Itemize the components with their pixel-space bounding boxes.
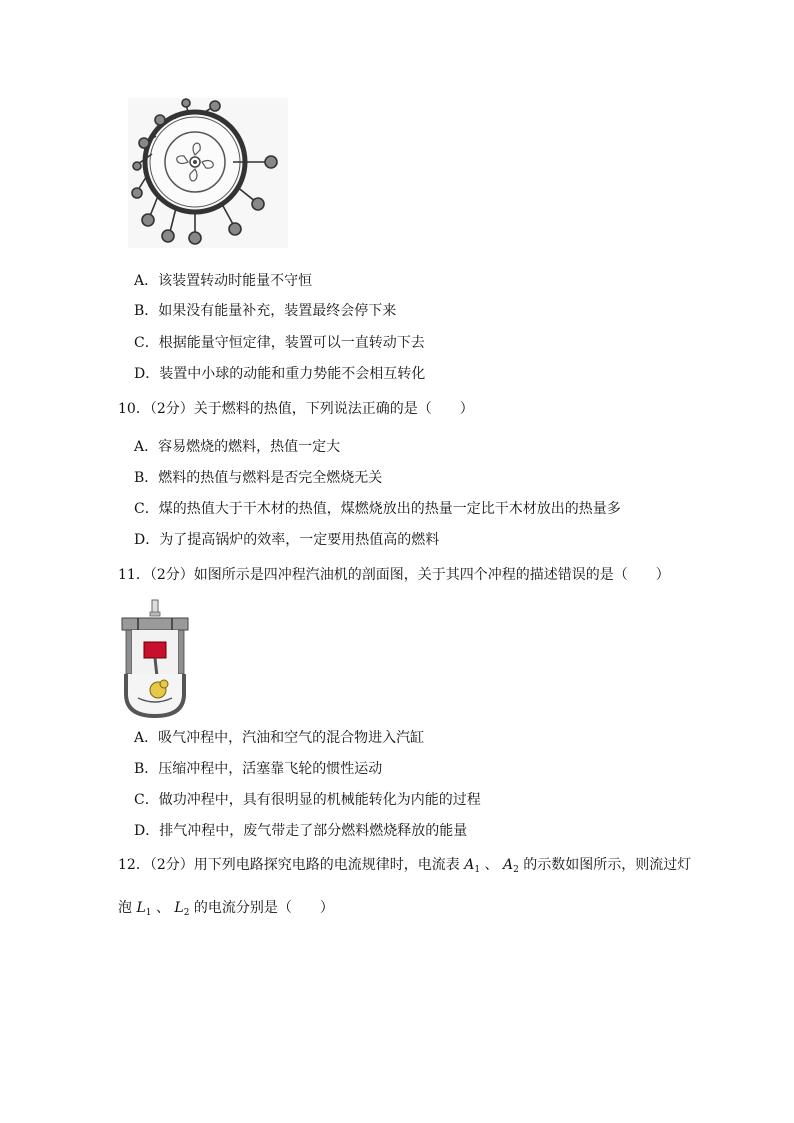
q9-option-d: D．装置中小球的动能和重力势能不会相互转化 [134,366,426,382]
q12-line2-part2: 的电流分别是（ ） [193,900,334,916]
q12-stem-part2: 的示数如图所示，则流过灯 [523,857,692,873]
q11-stem: 11．（2分）如图所示是四冲程汽油机的剖面图，关于其四个冲程的描述错误的是（ ） [118,567,670,583]
ammeter-a2-symbol: $A_2$ [502,857,519,875]
q12-separator-2: 、 [155,900,170,916]
q11-option-c: C．做功冲程中，具有很明显的机械能转化为内能的过程 [134,792,481,808]
bulb-l2-symbol: $L_2$ [174,900,190,918]
q10-option-b: B．燃料的热值与燃料是否完全燃烧无关 [134,470,383,486]
q12-separator-1: 、 [484,857,499,873]
q12-stem-line2 [118,899,334,922]
q10-option-d: D．为了提高锅炉的效率，一定要用热值高的燃料 [134,532,440,548]
engine-cross-section-figure [118,598,194,718]
q10-option-c: C．煤的热值大于干木材的热值，煤燃烧放出的热量一定比干木材放出的热量多 [134,501,621,517]
q9-option-a: A．该装置转动时能量不守恒 [134,273,313,289]
q10-stem: 10．（2分）关于燃料的热值，下列说法正确的是（ ） [118,401,474,417]
q12-stem-line1 [118,856,691,879]
ammeter-a1-symbol: $A_1$ [464,857,481,875]
perpetual-motion-wheel-figure [128,98,288,248]
bulb-l1-symbol: $L_1$ [136,900,152,918]
q11-option-b: B．压缩冲程中，活塞靠飞轮的惯性运动 [134,761,383,777]
q10-option-a: A．容易燃烧的燃料，热值一定大 [134,439,341,455]
q11-option-d: D．排气冲程中，废气带走了部分燃料燃烧释放的能量 [134,823,468,839]
q9-option-c: C．根据能量守恒定律，装置可以一直转动下去 [134,335,425,351]
q11-option-a: A．吸气冲程中，汽油和空气的混合物进入汽缸 [134,730,425,746]
q12-stem-part1: 12．（2分）用下列电路探究电路的电流规律时，电流表 [118,857,460,873]
q12-line2-part1: 泡 [118,900,132,916]
q9-option-b: B．如果没有能量补充，装置最终会停下来 [134,303,397,319]
